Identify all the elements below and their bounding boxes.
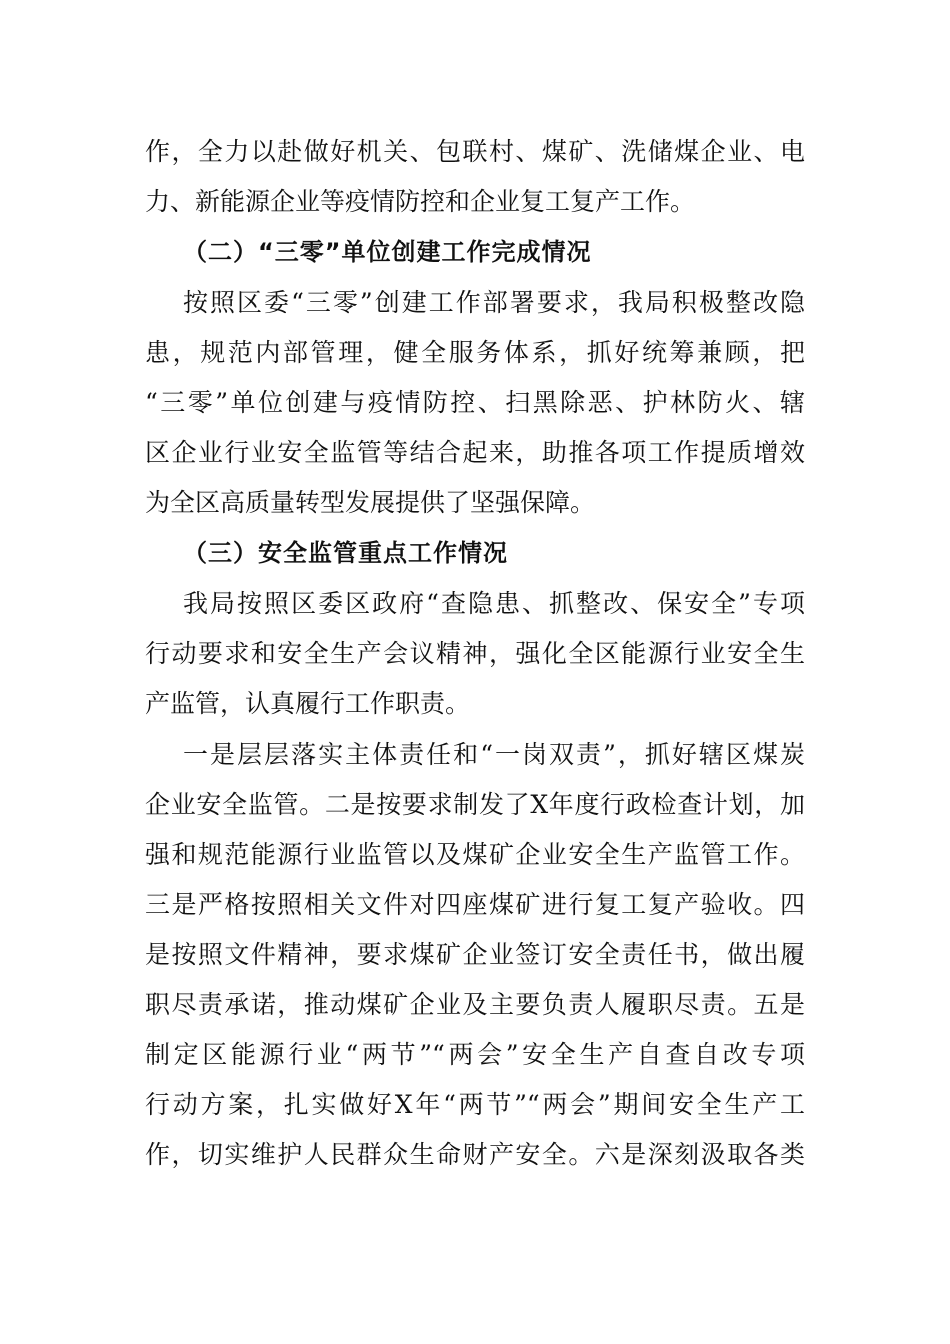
paragraph-line: 作，切实维护人民群众生命财产安全。六是深刻汲取各类 <box>145 1140 805 1169</box>
paragraph-line: 一是层层落实主体责任和“一岗双责”，抓好辖区煤炭 <box>183 740 805 769</box>
paragraph-line: 制定区能源行业“两节”“两会”安全生产自查自改专项 <box>145 1040 805 1069</box>
paragraph-line: 区企业行业安全监管等结合起来，助推各项工作提质增效 <box>145 438 805 467</box>
paragraph-line: 企业安全监管。二是按要求制发了X年度行政检查计划，加 <box>145 790 805 819</box>
paragraph-line: 强和规范能源行业监管以及煤矿企业安全生产监管工作。 <box>145 840 805 869</box>
paragraph-line: 职尽责承诺，推动煤矿企业及主要负责人履职尽责。五是 <box>145 990 805 1019</box>
paragraph-line: 产监管，认真履行工作职责。 <box>145 689 471 718</box>
section-heading: （三）安全监管重点工作情况 <box>183 539 508 567</box>
paragraph-line: 作，全力以赴做好机关、包联村、煤矿、洗储煤企业、电 <box>145 137 805 166</box>
paragraph-line: 行动方案，扎实做好X年“两节”“两会”期间安全生产工 <box>145 1090 805 1119</box>
paragraph-line: 为全区高质量转型发展提供了坚强保障。 <box>145 488 596 517</box>
paragraph-line: 三是严格按照相关文件对四座煤矿进行复工复产验收。四 <box>145 890 805 919</box>
section-heading: （二）“三零”单位创建工作完成情况 <box>183 238 592 266</box>
paragraph-line: “三零”单位创建与疫情防控、扫黑除恶、护林防火、辖 <box>145 388 805 417</box>
paragraph-line: 是按照文件精神，要求煤矿企业签订安全责任书，做出履 <box>145 940 805 969</box>
paragraph-line: 力、新能源企业等疫情防控和企业复工复产工作。 <box>145 187 696 216</box>
paragraph-line: 患，规范内部管理，健全服务体系，抓好统筹兼顾，把 <box>145 338 805 367</box>
paragraph-line: 按照区委“三零”创建工作部署要求，我局积极整改隐 <box>183 288 805 317</box>
paragraph-line: 我局按照区委区政府“查隐患、抓整改、保安全”专项 <box>183 589 805 618</box>
paragraph-line: 行动要求和安全生产会议精神，强化全区能源行业安全生 <box>145 639 805 668</box>
